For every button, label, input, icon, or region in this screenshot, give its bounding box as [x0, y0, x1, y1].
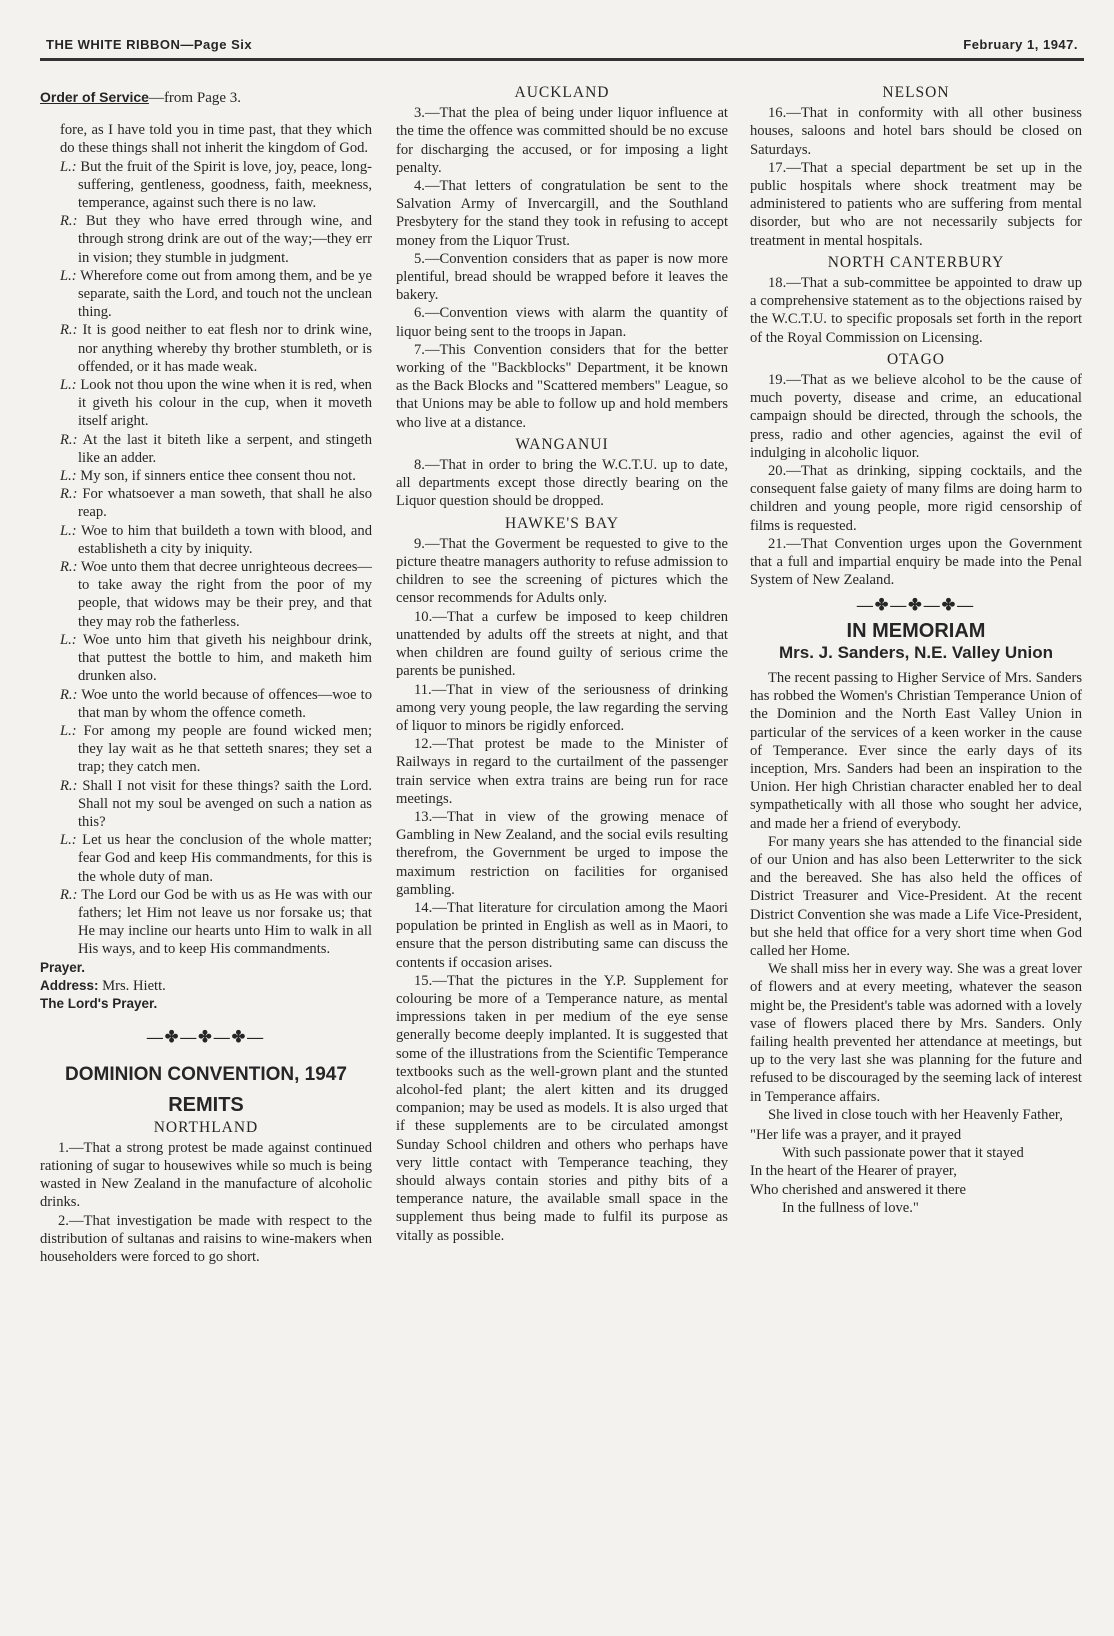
prayer-line: Prayer. [40, 959, 86, 975]
verse-speaker: L.: [60, 631, 77, 648]
verse-text: But they who have erred through wine, and through strong drink are out of the way;—they err in vision; they stumble in judgment. [78, 213, 372, 266]
verse-text: Woe unto them that decree unrighteous decrees—to take away the right from the poor of my people, that widows may be their prey, and that they may rob the fatherless. [78, 559, 372, 630]
reading-verse [60, 558, 372, 631]
region-wanganui: WANGANUI [515, 435, 609, 453]
verse-text: Shall I not visit for these things? saith the Lord. Shall not my soul be avenged on such a nation as this? [78, 777, 372, 830]
poem-line: With such passionate power that it stayed [782, 1145, 1024, 1162]
column-1 [40, 84, 372, 1266]
remit-3: 3.—That the plea of being under liquor influence at the time the offence was committed should be no excuse for discharging the accused, or for imposing a light penalty. [396, 105, 728, 176]
verse-speaker: R.: [60, 686, 78, 703]
reading-verse [60, 886, 372, 959]
header-rule [40, 58, 1084, 61]
memoriam-subtitle: Mrs. J. Sanders, N.E. Valley Union [779, 642, 1053, 662]
region-hawkes-bay: HAWKE'S BAY [504, 514, 620, 532]
verse-speaker: L.: [60, 158, 77, 175]
remit-9: 9.—That the Goverment be requested to give to the picture theatre managers authority to refuse admission to children to see the screening of pictures which the censor recommends for Adults only. [396, 535, 728, 607]
remit-17: 17.—That a special department be set up in the public hospitals where shock treatment may be administered to patients who are suffering from mental disorder, but who are not necessarily subjects for treatment in mental hospitals. [750, 159, 1082, 249]
remit-5: 5.—Convention considers that as paper is now more plentiful, bread should be wrapped before it leaves the bakery. [396, 250, 728, 304]
running-head: THE WHITE RIBBON—Page Six [46, 37, 253, 52]
reading-verse [60, 522, 372, 558]
memoriam-paragraph-2: For many years she has attended to the financial side of our Union and has also been Letterwriter to the sick and the bereaved. She has also held the offices of District Treasurer and Vice-President. At the recent District Convention she was made a Life Vice-President, but she held that office for a very short time when God called her Home. [750, 833, 1082, 959]
poem-line: Who cherished and answered it there [750, 1181, 966, 1198]
address-line [40, 977, 372, 995]
verse-text: Look not thou upon the wine when it is red, when it giveth his colour in the cup, when it moveth itself aright. [78, 377, 372, 430]
poem-line: In the heart of the Hearer of prayer, [750, 1163, 957, 1180]
verse-speaker: R.: [60, 431, 78, 448]
verse-text: At the last it biteth like a serpent, and stingeth like an adder. [78, 431, 372, 466]
verse-speaker: L.: [60, 377, 77, 394]
column-3 [750, 84, 1082, 1217]
verse-speaker: R.: [60, 213, 78, 230]
reading-verse [60, 212, 372, 267]
remit-13: 13.—That in view of the growing menace of Gambling in New Zealand, and the social evils resulting therefrom, the Government be urged to impose the maximum restriction on facilities for organised gambling. [396, 808, 728, 898]
remit-12: 12.—That protest be made to the Minister of Railways in regard to the curtailment of the passenger train service when extra trains are being run for race meetings. [396, 736, 728, 807]
poem-line: "Her life was a prayer, and it prayed [750, 1126, 962, 1143]
remit-18: 18.—That a sub-committee be appointed to draw up a comprehensive statement as to the objections raised by the W.C.T.U. to specific proposals set forth in the report of the Royal Commission on Licensing. [750, 275, 1082, 346]
verse-text: For among my people are found wicked men; they lay wait as he that setteth snares; they set a trap; they catch men. [78, 722, 373, 776]
verse-text: Woe unto the world because of offences—woe to that man by whom the offence cometh. [78, 686, 372, 721]
verse-speaker: R.: [60, 322, 78, 339]
continued-from: —from Page 3. [148, 90, 242, 106]
verse-text: Let us hear the conclusion of the whole matter; fear God and keep His commandments, for this is the whole duty of man. [78, 832, 373, 885]
reading-verse [60, 467, 372, 485]
remits-title: REMITS [168, 1094, 244, 1117]
remit-7: 7.—This Convention considers that for the better working of the "Backblocks" Department, it be known as the Back Blocks and "Scattered members" League, so that Unions may be able to follow up and hold members who live at a distance. [396, 341, 728, 431]
remit-8: 8.—That in order to bring the W.C.T.U. up to date, all departments except those directly bearing on the Liquor question should be dropped. [396, 457, 728, 510]
reading-verse [60, 777, 372, 832]
remit-2: 2.—That investigation be made with respect to the distribution of sultanas and raisins to wine-makers when householders were forced to go short. [40, 1212, 372, 1265]
region-north-canterbury: NORTH CANTERBURY [827, 253, 1005, 271]
remit-6: 6.—Convention views with alarm the quantity of liquor being sent to the troops in Japan. [396, 305, 728, 340]
verse-speaker: L.: [60, 522, 77, 539]
reading-verse [60, 321, 372, 376]
page-header [46, 26, 1078, 52]
remit-19: 19.—That as we believe alcohol to be the cause of much poverty, disease and crime, an educational campaign should be directed, through the schools, the press, radio and other agencies, against the evil of indulging in alcoholic liquor. [750, 372, 1082, 461]
remit-10: 10.—That a curfew be imposed to keep children unattended by adults off the streets at night, and that when children are found guilty of serious crime the parents be punished. [396, 608, 728, 680]
address-name: Mrs. Hiett. [102, 977, 166, 994]
verse-speaker: R.: [60, 486, 78, 503]
ornament-divider-2: —✤—✤—✤— [856, 597, 976, 615]
verse-text: My son, if sinners entice thee consent thou not. [80, 468, 356, 485]
reading-verse [60, 831, 372, 886]
region-northland: NORTHLAND [153, 1118, 259, 1136]
remit-1: 1.—That a strong protest be made against continued rationing of sugar to housewives while so much is being wasted in New Zealand in the manufacture of alcoholic drinks. [40, 1139, 372, 1211]
reading-verse [60, 722, 372, 777]
convention-title: DOMINION CONVENTION, 1947 [65, 1064, 347, 1086]
ornament-divider: —✤—✤—✤— [146, 1029, 266, 1047]
memoriam-paragraph-4: She lived in close touch with her Heavenly Father, [768, 1106, 1063, 1123]
remit-21: 21.—That Convention urges upon the Government that a full and impartial enquiry be made into the Penal System of New Zealand. [750, 535, 1082, 589]
verse-text: The Lord our God be with us as He was with our fathers; let Him not leave us nor forsake us; that He may incline our hearts unto Him to walk in all His ways, and to keep His commandments. [78, 886, 372, 958]
memoriam-poem [750, 1126, 1082, 1217]
remit-14: 14.—That literature for circulation among the Maori population be printed in English as well as in Maori, to ensure that the person distributing same can discuss the contents if occasion arises. [396, 899, 728, 971]
reading-verse [60, 267, 372, 322]
verse-text: Woe to him that buildeth a town with blood, and establisheth a city by iniquity. [78, 522, 372, 557]
region-auckland: AUCKLAND [514, 84, 610, 101]
reading-verse [60, 631, 372, 686]
verse-text: It is good neither to eat flesh nor to drink wine, nor anything whereby thy brother stumbleth, or is offended, or it has made weak. [78, 322, 372, 375]
remit-20: 20.—That as drinking, sipping cocktails, and the consequent false gaiety of many films are doing harm to children and young people, more rigid censorship of films is requested. [750, 463, 1082, 534]
remit-11: 11.—That in view of the seriousness of drinking among very young people, the law regarding the serving of liquor to minors be rigidly enforced. [396, 681, 728, 734]
verse-text: But the fruit of the Spirit is love, joy, peace, long-suffering, gentleness, goodness, faith, meekness, temperance, against such there is no law. [78, 158, 372, 212]
remit-4: 4.—That letters of congratulation be sent to the Salvation Army of Invercargill, and the Southland Presbytery for the stand they took in refusing to accept money from the Liquor Trust. [396, 178, 728, 249]
order-of-service-title: Order of Service [40, 89, 149, 105]
region-otago: OTAGO [886, 350, 945, 368]
order-of-service-heading [40, 88, 372, 107]
memoriam-paragraph-1: The recent passing to Higher Service of Mrs. Sanders has robbed the Women's Christian Temperance Union of the Dominion and the North East Valley Union in particular of the services of a keen worker in the cause of Temperance. Ever since the early days of its inception, Mrs. Sanders had been an inspiration to the Union. Her high Christian character enabled her to deal sympathetically with all those who sought her advice, and made her a friend of everybody. [750, 669, 1082, 832]
verse-speaker: R.: [60, 777, 78, 794]
reading-verse [60, 686, 372, 722]
memoriam-paragraph-3: We shall miss her in every way. She was a great lover of flowers and at every meeting, whatever the season might be, the President's table was adorned with a lovely vase of flowers placed there by Mrs. Sanders. Only failing health prevented her attendance at meetings, but up to the very last she was planning for the future and refused to be discouraged by the seeming lack of interest in Temperance affairs. [750, 961, 1082, 1105]
order-intro: fore, as I have told you in time past, that they which do these things shall not inherit the kingdom of God. [60, 122, 372, 157]
remit-16: 16.—That in conformity with all other business houses, saloons and hotel bars should be closed on Saturdays. [750, 105, 1082, 158]
verse-speaker: L.: [60, 267, 77, 284]
remit-15: 15.—That the pictures in the Y.P. Supplement for colouring be more of a Temperance nature, as mental impressions taken in per medium of the eye sense generally become deeply implanted. It is suggested that some of the illustrations from the Scientific Temperance textbooks such as the well-grown plant and the stunted alcohol-fed plant; the alert kitten and its drugged companion; may be used as models. It is also urged that if these supplements are to be circulated amongst Sunday School children and others who perhaps have very little contact with Temperance teaching, they should always contain stories and pithy bits of a temperance nature, the available small space in the supplement thus being made to fulfil its purpose as vitally as possible. [396, 972, 728, 1244]
verse-text: Wherefore come out from among them, and be ye separate, saith the Lord, and touch not the unclean thing. [78, 267, 373, 321]
verse-speaker: L.: [60, 832, 77, 849]
reading-verse [60, 485, 372, 521]
issue-date: February 1, 1947. [963, 37, 1078, 52]
poem-line: In the fullness of love." [782, 1199, 919, 1216]
responsive-readings [60, 158, 372, 959]
order-of-service-body [40, 121, 372, 958]
column-2 [396, 84, 728, 1245]
memoriam-title: IN MEMORIAM [846, 619, 986, 642]
verse-speaker: R.: [60, 886, 78, 903]
verse-speaker: L.: [60, 722, 77, 739]
address-label: Address: [40, 977, 99, 993]
reading-verse [60, 431, 372, 467]
verse-text: For whatsoever a man soweth, that shall he also reap. [78, 486, 372, 521]
lords-prayer-line: The Lord's Prayer. [40, 995, 158, 1011]
reading-verse [60, 376, 372, 431]
region-nelson: NELSON [882, 84, 950, 101]
verse-speaker: R.: [60, 559, 78, 576]
verse-text: Woe unto him that giveth his neighbour drink, that puttest the bottle to him, and maketh him drunken also. [78, 631, 372, 685]
verse-speaker: L.: [60, 468, 77, 485]
reading-verse [60, 158, 372, 213]
